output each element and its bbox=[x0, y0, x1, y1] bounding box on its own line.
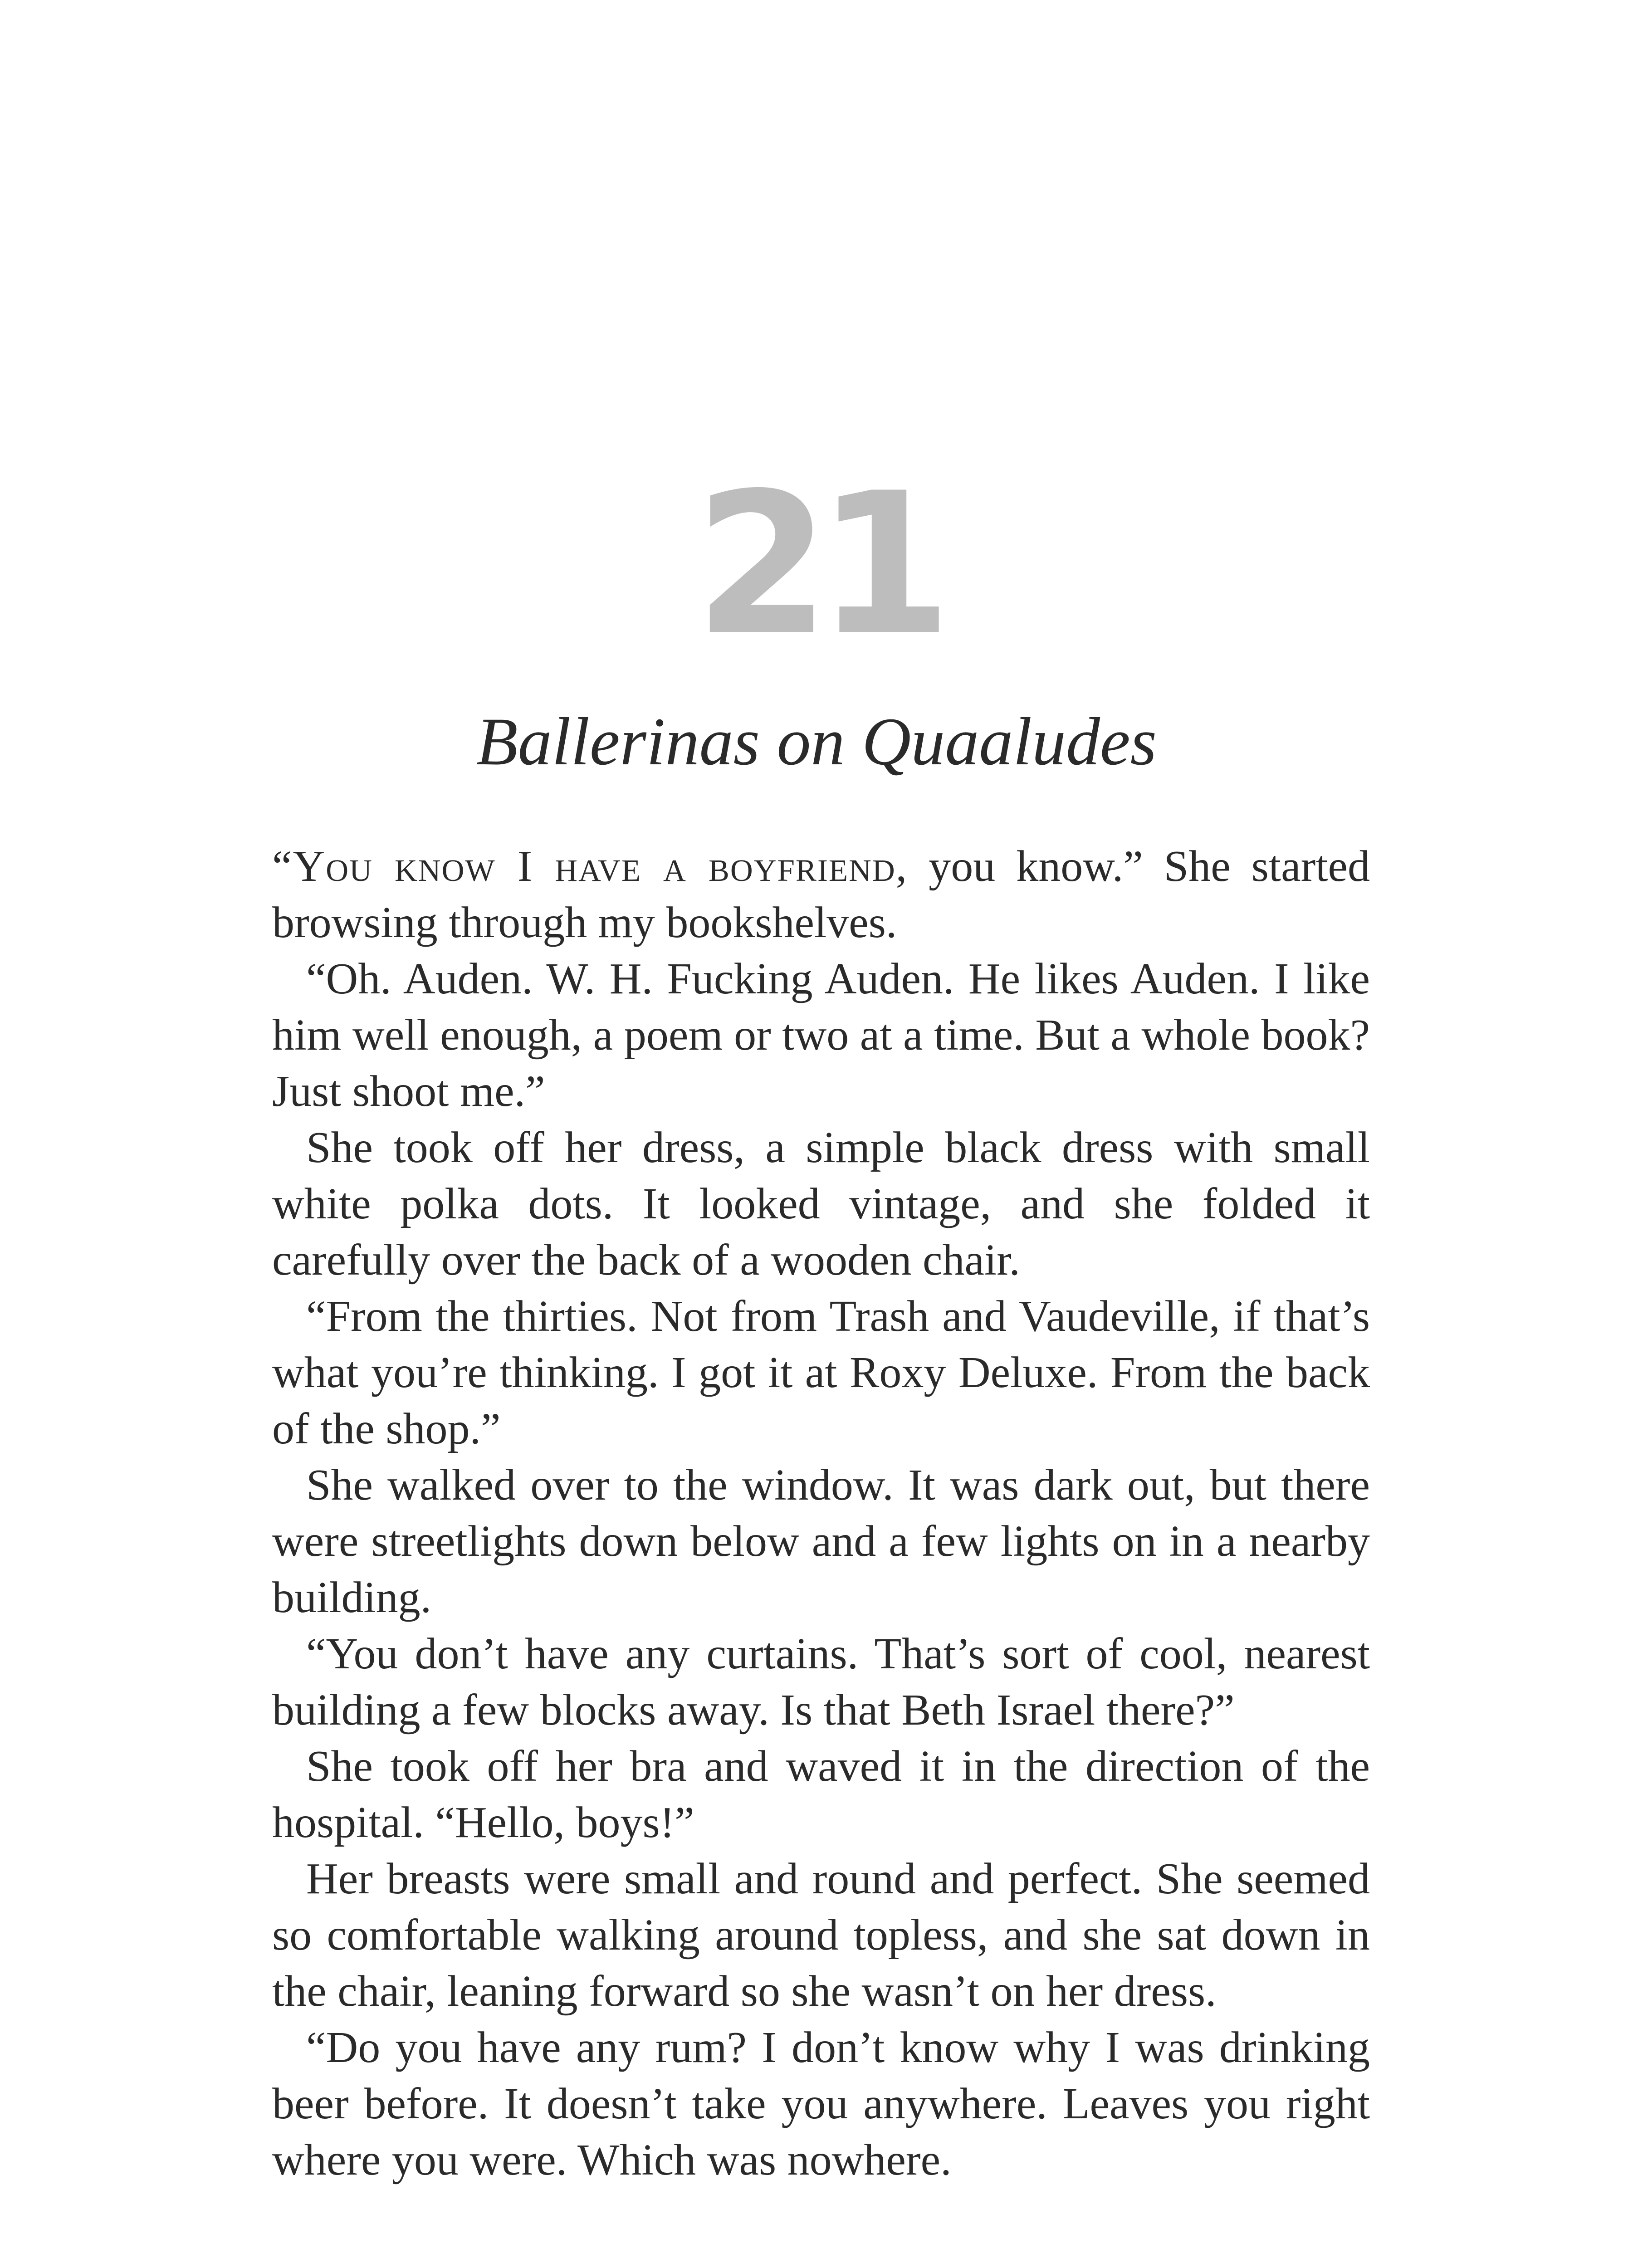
paragraph: She took off her dress, a simple black dress with small white polka dots. It looked vintage, and she folded it carefully over the back of a wooden chair. bbox=[272, 1123, 1370, 1285]
paragraph bbox=[272, 838, 1370, 951]
paragraph: “You don’t have any curtains. That’s sort of cool, nearest building a few blocks away. Is that Beth Israel there?” bbox=[272, 1629, 1370, 1735]
chapter-number: 21 bbox=[694, 451, 939, 678]
paragraph-text: you know.” She started browsing through my bookshelves. bbox=[272, 842, 1370, 947]
paragraph: Her breasts were small and round and perfect. She seemed so comfortable walking around topless, and she sat down in the chair, leaning forward so she wasn’t on her dress. bbox=[272, 1854, 1370, 2016]
paragraph: She took off her bra and waved it in the direction of the hospital. “Hello, boys!” bbox=[272, 1742, 1370, 1847]
chapter-title: Ballerinas on Quaaludes bbox=[476, 704, 1157, 779]
paragraph-lead-in: “You know I have a boyfriend, bbox=[272, 842, 908, 891]
chapter-body bbox=[272, 838, 1370, 2188]
paragraph: She walked over to the window. It was dark out, but there were streetlights down below and a few lights on in a nearby building. bbox=[272, 1461, 1370, 1622]
paragraph: “Oh. Auden. W. H. Fucking Auden. He likes Auden. I like him well enough, a poem or two at a time. But a whole book? Just shoot me.” bbox=[272, 954, 1370, 1116]
paragraph: “From the thirties. Not from Trash and Vaudeville, if that’s what you’re thinking. I got it at Roxy Deluxe. From the back of the shop.” bbox=[272, 1292, 1370, 1453]
paragraph: “Do you have any rum? I don’t know why I was drinking beer before. It doesn’t take you anywhere. Leaves you right where you were. Which was nowhere. bbox=[272, 2023, 1370, 2185]
